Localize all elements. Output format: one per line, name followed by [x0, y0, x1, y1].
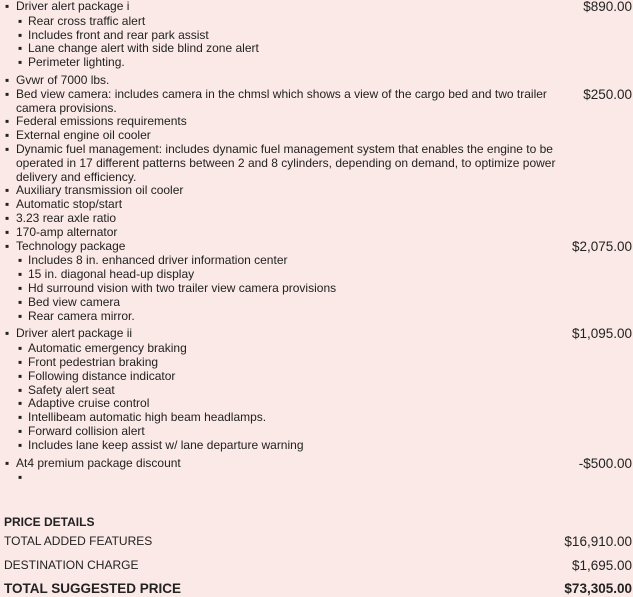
sub-feature-item [16, 411, 633, 425]
sub-feature-label: Following distance indicator [28, 368, 176, 383]
total-added-features-value: $16,910.00 [564, 534, 632, 549]
feature-label: Technology package [16, 238, 126, 253]
sub-feature-item [16, 56, 633, 70]
bullet-icon: ▪ [18, 41, 23, 56]
bullet-icon: ▪ [5, 197, 10, 212]
feature-item [0, 198, 633, 212]
total-suggested-price-value: $73,305.00 [564, 581, 632, 596]
bullet-icon: ▪ [5, 141, 10, 156]
sub-feature-label: Bed view camera [28, 294, 121, 309]
feature-price: $2,075.00 [571, 238, 632, 254]
bullet-icon: ▪ [5, 238, 10, 253]
sub-feature-label: Includes front and rear park assist [28, 27, 209, 42]
bullet-icon: ▪ [18, 368, 23, 383]
bullet-icon: ▪ [5, 326, 10, 341]
destination-charge-value: $1,695.00 [571, 558, 632, 573]
sub-feature-label: Includes lane keep assist w/ lane departure warning [28, 437, 304, 452]
bullet-icon: ▪ [18, 267, 23, 282]
sub-feature-label: Forward collision alert [28, 423, 145, 438]
sub-feature-label: Hd surround vision with two trailer view camera provisions [28, 280, 337, 295]
feature-item [0, 327, 633, 452]
bullet-icon: ▪ [5, 183, 10, 198]
feature-item [0, 455, 633, 485]
total-suggested-price-label: TOTAL SUGGESTED PRICE [4, 581, 182, 596]
sub-feature-label: Adaptive cruise control [28, 396, 150, 411]
feature-price: $250.00 [583, 86, 632, 102]
bullet-icon: ▪ [18, 280, 23, 295]
total-added-features-label: TOTAL ADDED FEATURES [4, 534, 153, 548]
feature-item [0, 143, 633, 184]
feature-item [0, 226, 633, 240]
bullet-icon: ▪ [18, 27, 23, 42]
bullet-icon: ▪ [5, 210, 10, 225]
sub-feature-label: Rear camera mirror. [28, 308, 135, 323]
bullet-icon: ▪ [18, 13, 23, 28]
feature-label: Dynamic fuel management: includes dynamic fuel management system that enables the engine to be operated in 17 different patterns between 2 and 8 cylinders, depending on demand, to optimize power delivery and efficiency. [16, 141, 556, 184]
sub-feature-list [16, 254, 633, 323]
feature-label: 3.23 rear axle ratio [16, 210, 117, 225]
sub-feature-item [16, 310, 633, 324]
bullet-icon: ▪ [5, 455, 10, 470]
bullet-icon: ▪ [18, 341, 23, 356]
bullet-icon: ▪ [5, 0, 10, 13]
bullet-icon: ▪ [18, 382, 23, 397]
feature-label: Federal emissions requirements [16, 114, 187, 129]
sub-feature-item [16, 15, 633, 29]
sub-feature-label: Lane change alert with side blind zone alert [28, 41, 259, 56]
sub-feature-list [16, 342, 633, 452]
feature-item [0, 0, 633, 70]
bullet-icon: ▪ [18, 253, 23, 268]
price-details-title: PRICE DETAILS [4, 515, 95, 529]
sub-feature-item [16, 268, 633, 282]
feature-price: $1,095.00 [571, 326, 632, 342]
sub-feature-label: Safety alert seat [28, 382, 115, 397]
sub-feature-item [16, 397, 633, 411]
sub-feature-label: Intellibeam automatic high beam headlamps. [28, 410, 267, 425]
feature-label: 170-amp alternator [16, 224, 118, 239]
sub-feature-label: Perimeter lighting. [28, 55, 125, 70]
sub-feature-item [16, 425, 633, 439]
feature-item [0, 240, 633, 324]
sub-feature-item [16, 282, 633, 296]
sub-feature-item [16, 296, 633, 310]
sub-feature-label: Rear cross traffic alert [28, 13, 146, 28]
bullet-icon: ▪ [18, 423, 23, 438]
bullet-icon: ▪ [5, 114, 10, 129]
sub-feature-list [16, 15, 633, 70]
bullet-icon: ▪ [5, 224, 10, 239]
feature-price: -$500.00 [578, 455, 632, 471]
feature-label: External engine oil cooler [16, 128, 151, 143]
feature-item [0, 212, 633, 226]
feature-item [0, 115, 633, 129]
destination-charge-label: DESTINATION CHARGE [4, 558, 139, 572]
sub-feature-item [16, 42, 633, 56]
feature-label: At4 premium package discount [16, 455, 181, 470]
feature-item [0, 74, 633, 88]
bullet-icon: ▪ [18, 308, 23, 323]
feature-price: $890.00 [583, 0, 632, 14]
feature-label: Bed view camera: includes camera in the chmsl which shows a view of the cargo bed and two trailer camera provisions. [16, 86, 547, 115]
sub-feature-label: Includes 8 in. enhanced driver information center [28, 253, 288, 268]
sub-feature-item [16, 384, 633, 398]
sub-feature-item [16, 439, 633, 453]
bullet-icon: ▪ [18, 294, 23, 309]
sub-feature-item [16, 370, 633, 384]
bullet-icon: ▪ [5, 72, 10, 87]
feature-item [0, 88, 633, 116]
bullet-icon: ▪ [18, 354, 23, 369]
feature-label: Driver alert package i [16, 0, 130, 13]
bullet-icon: ▪ [5, 86, 10, 101]
feature-item [0, 184, 633, 198]
bullet-icon: ▪ [18, 437, 23, 452]
sub-feature-item [16, 342, 633, 356]
bullet-icon: ▪ [18, 470, 23, 485]
feature-label: Driver alert package ii [16, 326, 133, 341]
feature-item [0, 129, 633, 143]
bullet-icon: ▪ [18, 55, 23, 70]
feature-label: Auxiliary transmission oil cooler [16, 183, 184, 198]
sub-feature-item [16, 356, 633, 370]
bullet-icon: ▪ [18, 410, 23, 425]
sub-feature-label: 15 in. diagonal head-up display [28, 267, 195, 282]
sub-feature-label: Automatic emergency braking [28, 341, 187, 356]
sub-feature-item [16, 29, 633, 43]
sub-feature-item [16, 254, 633, 268]
bullet-icon: ▪ [18, 396, 23, 411]
bullet-icon: ▪ [5, 128, 10, 143]
feature-label: Gvwr of 7000 lbs. [16, 72, 110, 87]
feature-label: Automatic stop/start [16, 197, 123, 212]
sub-feature-label: Front pedestrian braking [28, 354, 159, 369]
